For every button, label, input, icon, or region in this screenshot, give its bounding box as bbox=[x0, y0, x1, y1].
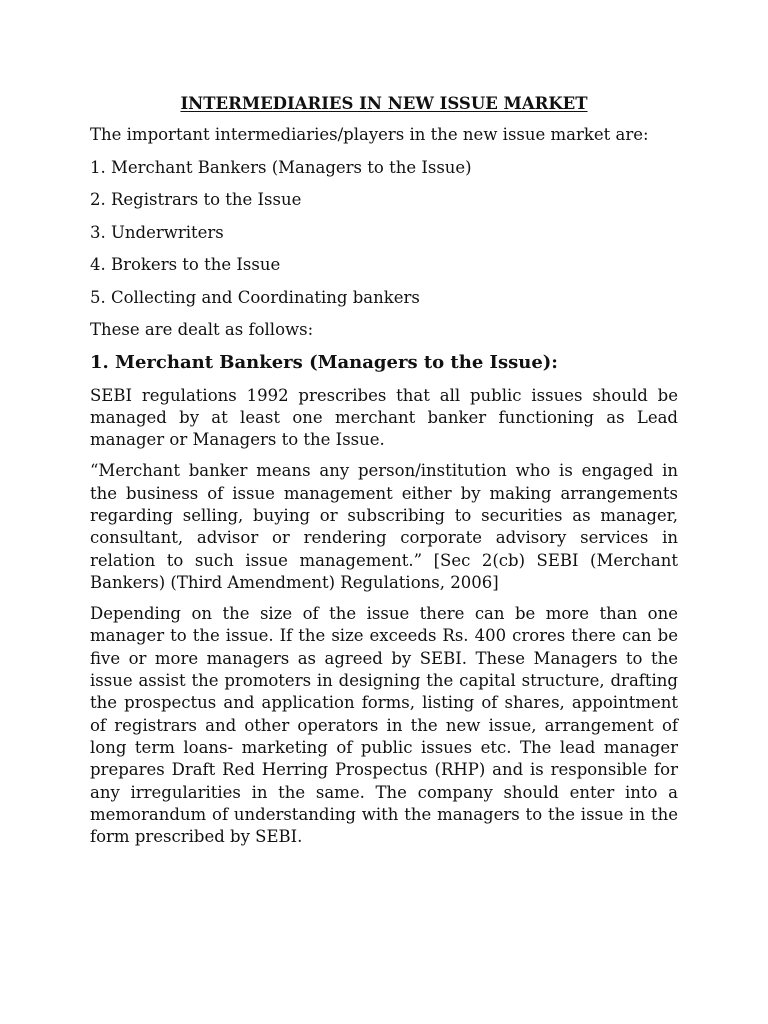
intermediaries-list bbox=[90, 157, 678, 309]
list-item: 3. Underwriters bbox=[90, 222, 224, 242]
paragraph: Depending on the size of the issue there can be more than one manager to the issue. If the size exceeds Rs. 400 crores there can be five or more managers as agreed by SEBI. These Managers to the issue assist the promoters in designing the capital structure, drafting the prospectus and application forms, listing of shares, appointment of registrars and other operators in the new issue, arrangement of long term loans- marketing of public issues etc. The lead manager prepares Draft Red Herring Prospectus (RHP) and is responsible for any irregularities in the same. The company should enter into a memorandum of understanding with the managers to the issue in the form prescribed by SEBI. bbox=[90, 604, 678, 847]
list-item: 4. Brokers to the Issue bbox=[90, 255, 281, 274]
list-item: 2. Registrars to the Issue bbox=[90, 190, 302, 209]
section-heading: 1. Merchant Bankers (Managers to the Issue): bbox=[90, 351, 558, 373]
paragraph: SEBI regulations 1992 prescribes that all public issues should be managed by at least one merchant banker functioning as Lead manager or Managers to the Issue. bbox=[90, 385, 678, 450]
list-item: 1. Merchant Bankers (Managers to the Issue) bbox=[90, 157, 472, 177]
document-title: INTERMEDIARIES IN NEW ISSUE MARKET bbox=[180, 94, 588, 113]
paragraph: “Merchant banker means any person/institution who is engaged in the business of issue management either by making arrangements regarding selling, buying or subscribing to securities as manager, consultant, advisor or rendering corporate advisory services in relation to such issue management.” [Sec 2(cb) SEBI (Merchant Bankers) (Third Amendment) Regulations, 2006] bbox=[90, 461, 678, 592]
list-item: 5. Collecting and Coordinating bankers bbox=[90, 287, 420, 307]
dealt-text: These are dealt as follows: bbox=[90, 320, 314, 339]
document-page bbox=[90, 92, 678, 857]
intro-text: The important intermediaries/players in the new issue market are: bbox=[90, 125, 649, 144]
